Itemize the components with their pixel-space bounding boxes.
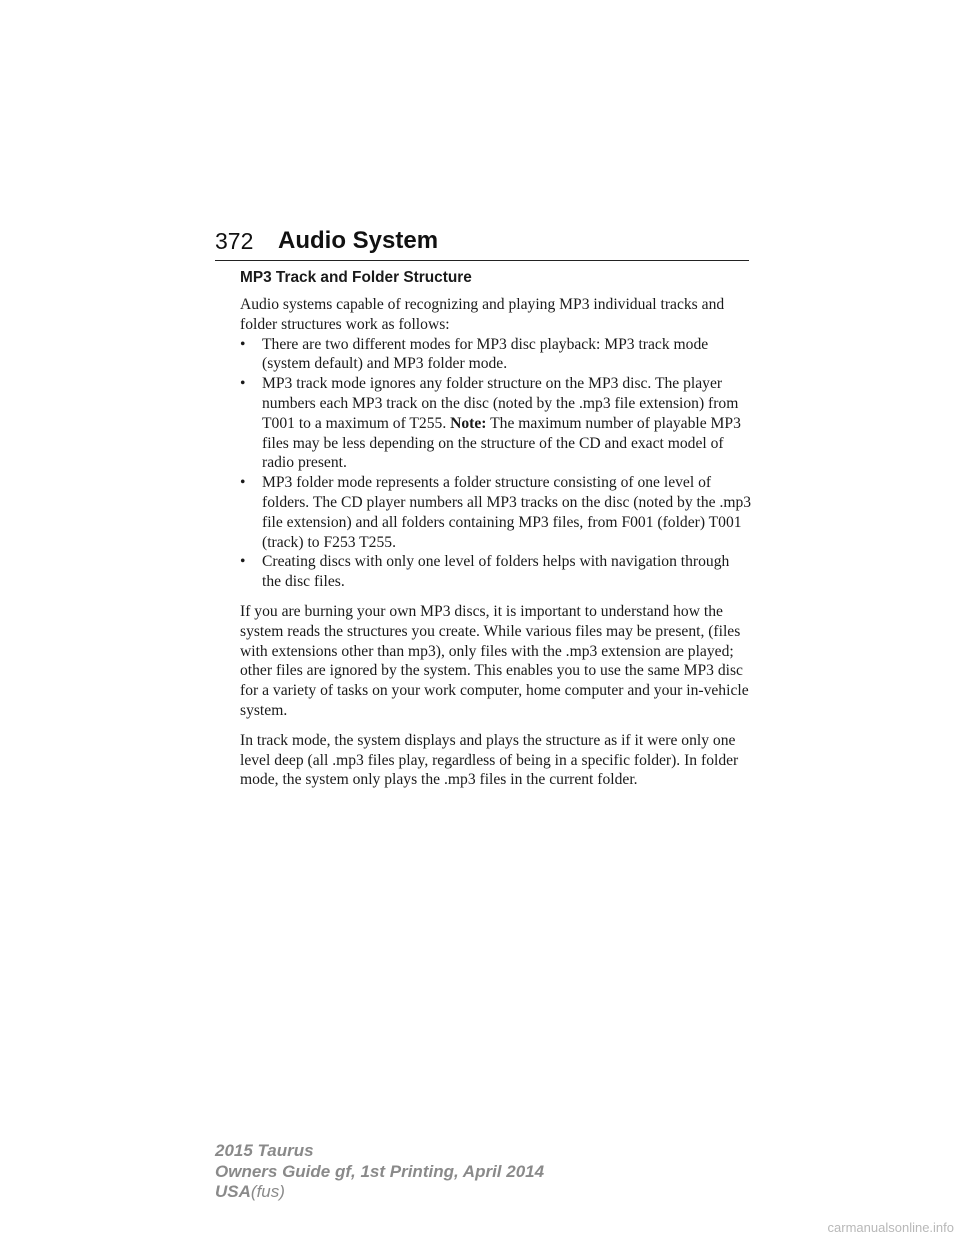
list-item — [240, 374, 752, 473]
bullet-icon: • — [240, 553, 246, 571]
bullet-list — [240, 335, 752, 592]
watermark: carmanualsonline.info — [827, 1220, 954, 1235]
list-item-text: MP3 track mode ignores any folder structure on the MP3 disc. The player numbers each MP3 track on the disc (noted by the .mp3 file extension) from T001 to a maximum of T255. — [262, 375, 739, 432]
note-text: The maximum number of playable MP3 files may be less depending on the structure of the CD and exact model of radio present. — [262, 414, 741, 472]
chapter-title: Audio System — [278, 227, 439, 254]
list-item-text: Creating discs with only one level of folders helps with navigation through the disc files. — [262, 553, 730, 591]
page-number: 372 — [215, 228, 254, 254]
footer-edition: Owners Guide gf, 1st Printing, April 2014 — [215, 1161, 545, 1181]
list-item — [240, 335, 752, 375]
footer-country: USA — [215, 1182, 251, 1201]
list-item — [240, 473, 752, 552]
body-paragraph: In track mode, the system displays and plays the structure as if it were only one level deep (all .mp3 files play, regardless of being in a specific folder). In folder mode, the system only plays the .mp3 files in the current folder. — [240, 731, 739, 789]
page-content — [240, 268, 752, 800]
bullet-icon: • — [240, 335, 246, 353]
bullet-icon: • — [240, 474, 246, 492]
list-item — [240, 552, 752, 592]
document-footer — [215, 1141, 544, 1203]
section-heading: MP3 Track and Folder Structure — [240, 269, 472, 286]
list-item-text: MP3 folder mode represents a folder structure consisting of one level of folders. The CD player numbers all MP3 tracks on the disc (noted by the .mp3 file extension) and all folders containing MP3 files, from F001 (folder) T001 (track) to F253 T255. — [262, 474, 752, 551]
bullet-icon: • — [240, 375, 246, 393]
footer-region-code: (fus) — [250, 1182, 285, 1201]
page-header — [215, 228, 749, 261]
note-label: Note: — [450, 414, 487, 432]
body-paragraph: If you are burning your own MP3 discs, it is important to understand how the system reads the structures you create. While various files may be present, (files with extensions other than mp3), only files with the .mp3 extension are played; other files are ignored by the system. This enables you to use the same MP3 disc for a variety of tasks on your work computer, home computer and your in-vehicle system. — [240, 602, 749, 719]
footer-vehicle: 2015 Taurus — [215, 1141, 314, 1160]
intro-paragraph: Audio systems capable of recognizing and playing MP3 individual tracks and folder structures work as follows: — [240, 296, 725, 333]
list-item-text: There are two different modes for MP3 disc playback: MP3 track mode (system default) and MP3 folder mode. — [262, 335, 709, 373]
